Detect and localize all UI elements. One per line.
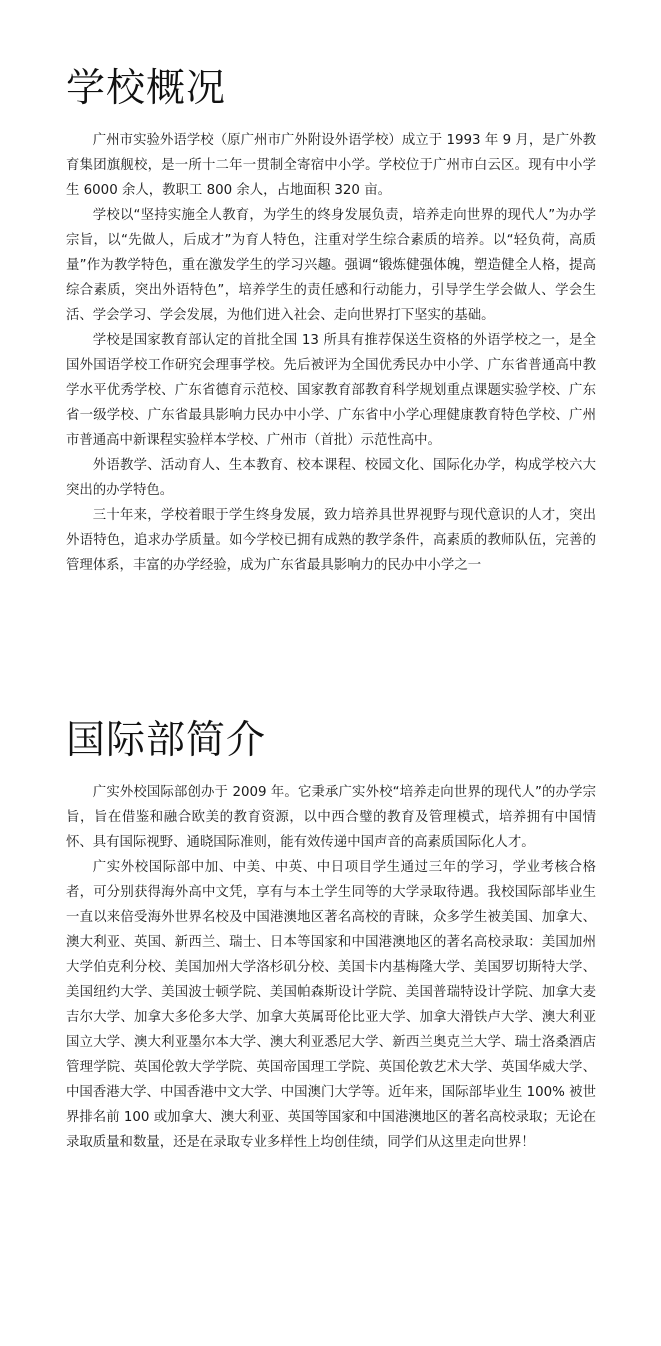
school-profile-paragraph: 三十年来，学校着眼于学生终身发展，致力培养具世界视野与现代意识的人才，突出外语特色，追求办学质量。如今学校已拥有成熟的教学条件，高素质的教师队伍，完善的管理体系，丰富的办学经验，成为广东省最具影响力的民办中小学之一 xyxy=(66,508,596,573)
international-dept-paragraph: 广实外校国际部创办于 2009 年。它秉承广实外校“培养走向世界的现代人”的办学宗旨，旨在借鉴和融合欧美的教育资源，以中西合璧的教育及管理模式，培养拥有中国情怀、具有国际视野、通晓国际准则，能有效传递中国声音的高素质国际化人才。 xyxy=(66,785,596,850)
school-profile-paragraph: 学校以“坚持实施全人教育，为学生的终身发展负责，培养走向世界的现代人”为办学宗旨，以“先做人，后成才”为育人特色，注重对学生综合素质的培养。以“轻负荷，高质量”作为教学特色，重在激发学生的学习兴趣。强调“锻炼健强体魄，塑造健全人格，提高综合素质，突出外语特色”，培养学生的责任感和行动能力，引导学生学会做人、学会生活、学会学习、学会发展，为他们进入社会、走向世界打下坚实的基础。 xyxy=(66,208,596,323)
school-profile-paragraph: 学校是国家教育部认定的首批全国 13 所具有推荐保送生资格的外语学校之一，是全国外国语学校工作研究会理事学校。先后被评为全国优秀民办中小学、广东省普通高中教学水平优秀学校、广东省德育示范校、国家教育部教育科学规划重点课题实验学校、广东省一级学校、广东省最具影响力民办中小学、广东省中小学心理健康教育特色学校、广州市普通高中新课程实验样本学校、广州市（首批）示范性高中。 xyxy=(66,333,596,448)
international-dept-title: 国际部简介 xyxy=(66,718,267,763)
international-dept-paragraph: 广实外校国际部中加、中美、中英、中日项目学生通过三年的学习，学业考核合格者，可分别获得海外高中文凭，享有与本土学生同等的大学录取待遇。我校国际部毕业生一直以来倍受海外世界名校及中国港澳地区著名高校的青睐，众多学生被美国、加拿大、澳大利亚、英国、新西兰、瑞士、日本等国家和中国港澳地区的著名高校录取：美国加州大学伯克利分校、美国加州大学洛杉矶分校、美国卡内基梅隆大学、美国罗切斯特大学、美国纽约大学、美国波士顿学院、美国帕森斯设计学院、美国普瑞特设计学院、加拿大麦吉尔大学、加拿大多伦多大学、加拿大英属哥伦比亚大学、加拿大滑铁卢大学、澳大利亚国立大学、澳大利亚墨尔本大学、澳大利亚悉尼大学、新西兰奥克兰大学、瑞士洛桑酒店管理学院、英国伦敦大学学院、英国帝国理工学院、英国伦敦艺术大学、英国华威大学、中国香港大学、中国香港中文大学、中国澳门大学等。近年来，国际部毕业生 100% 被世界排名前 100 或加拿大、澳大利亚、英国等国家和中国港澳地区的著名高校录取；无论在录取质量和数量，还是在录取专业多样性上均创佳绩，同学们从这里走向世界！ xyxy=(66,860,596,1150)
school-profile-paragraph: 广州市实验外语学校（原广州市广外附设外语学校）成立于 1993 年 9 月，是广外教育集团旗舰校，是一所十二年一贯制全寄宿中小学。学校位于广州市白云区。现有中小学生 6000 余人，教职工 800 余人，占地面积 320 亩。 xyxy=(66,133,596,198)
school-profile-title: 学校概况 xyxy=(66,66,227,111)
international-dept-section xyxy=(66,712,596,1155)
school-profile-paragraph: 外语教学、活动育人、生本教育、校本课程、校园文化、国际化办学，构成学校六大突出的办学特色。 xyxy=(66,458,596,498)
school-profile-section xyxy=(66,60,596,578)
